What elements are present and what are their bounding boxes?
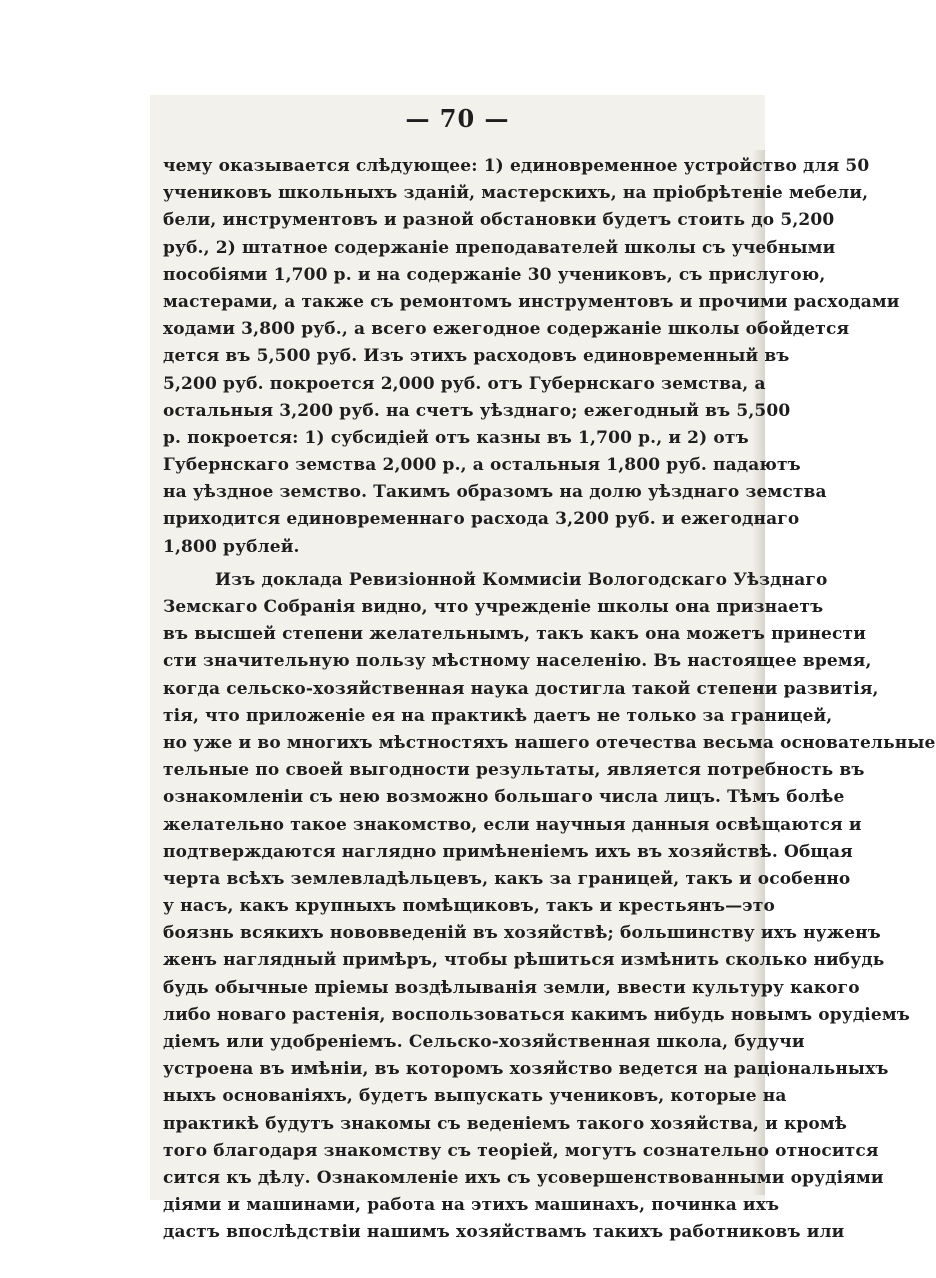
text-line: 1,800 рублей. [163, 536, 300, 557]
text-line: практикѣ будутъ знакомы съ веденіемъ такого хозяйства, и кромѣ [163, 1113, 847, 1134]
text-line: Губернскаго земства 2,000 р., а остальныя 1,800 руб. падаютъ [163, 455, 801, 476]
text-line: дется въ 5,500 руб. Изъ этихъ расходовъ единовременный въ [163, 346, 790, 367]
text-line: сти значительную пользу мѣстному населенію. Въ настоящее время, [163, 651, 872, 672]
text-line: въ высшей степени желательнымъ, такъ какъ она можетъ принести [163, 624, 866, 645]
text-line: ныхъ основаніяхъ, будетъ выпускать учениковъ, которые на [163, 1086, 787, 1107]
text-line: учениковъ школьныхъ зданій, мастерскихъ, на пріобрѣтеніе мебели, [163, 183, 869, 204]
text-line: Земскаго Собранія видно, что учрежденіе школы она признаетъ [163, 597, 824, 617]
text-line: тельные по своей выгодности результаты, является потребность въ [163, 760, 865, 781]
text-line: того благодаря знакомству съ теоріей, могутъ сознательно относится [163, 1140, 879, 1161]
text-line: остальныя 3,200 руб. на счетъ уѣзднаго; ежегодный въ 5,500 [163, 400, 791, 421]
text-line: будь обычные пріемы воздѣлыванія земли, ввести культуру какого [163, 977, 860, 998]
text-line: Изъ доклада Ревизіонной Коммисіи Вологодскаго Уѣзднаго [215, 569, 828, 590]
text-line: желательно такое знакомство, если научныя данныя освѣщаются и [163, 814, 862, 835]
text-line: либо новаго растенія, воспользоваться какимъ нибудь новымъ орудіемъ [163, 1004, 910, 1025]
text-line: чему оказывается слѣдующее: 1) единовременное устройство для 50 [163, 156, 870, 176]
text-line: руб., 2) штатное содержаніе преподавателей школы съ учебными [163, 237, 836, 258]
text-line: р. покроется: 1) субсидіей отъ казны въ 1,700 р., и 2) отъ [163, 427, 749, 448]
text-line: подтверждаются наглядно примѣненіемъ ихъ въ хозяйствѣ. Общая [163, 841, 853, 862]
text-line: черта всѣхъ землевладѣльцевъ, какъ за границей, такъ и особенно [163, 868, 851, 889]
text-line: діемъ или удобреніемъ. Сельско-хозяйственная школа, будучи [163, 1032, 805, 1052]
text-line: бели, инструментовъ и разной обстановки будетъ стоить до 5,200 [163, 210, 835, 231]
paragraph-2 [163, 567, 936, 1247]
text-line: когда сельско-хозяйственная наука достигла такой степени развитія, [163, 678, 879, 699]
page-number: — 70 — [405, 104, 510, 133]
text-line: боязнь всякихъ нововведеній въ хозяйствѣ; большинству ихъ нуженъ [163, 923, 881, 944]
text-line: ходами 3,800 руб., а всего ежегодное содержаніе школы обойдется [163, 319, 850, 340]
text-line: женъ наглядный примѣръ, чтобы рѣшиться измѣнить сколько нибудь [163, 950, 885, 971]
text-line: на уѣздное земство. Такимъ образомъ на долю уѣзднаго земства [163, 482, 827, 503]
text-line: у насъ, какъ крупныхъ помѣщиковъ, такъ и крестьянъ—это [163, 896, 775, 917]
text-line: дастъ впослѣдствіи нашимъ хозяйствамъ такихъ работниковъ или [163, 1222, 845, 1243]
text-line: сится къ дѣлу. Ознакомленіе ихъ съ усовершенствованными орудіями [163, 1167, 884, 1188]
text-line: тія, что приложеніе ея на практикѣ даетъ не только за границей, [163, 705, 833, 726]
body-text [163, 153, 936, 1247]
text-line: устроена въ имѣніи, въ которомъ хозяйство ведется на раціональныхъ [163, 1059, 889, 1080]
text-line: пособіями 1,700 р. и на содержаніе 30 учениковъ, съ прислугою, [163, 264, 826, 285]
text-line: мастерами, а также съ ремонтомъ инструментовъ и прочими расходами [163, 291, 900, 312]
text-line: но уже и во многихъ мѣстностяхъ нашего отечества весьма основательные [163, 732, 936, 753]
paragraph-1 [163, 153, 900, 561]
text-line: 5,200 руб. покроется 2,000 руб. отъ Губернскаго земства, а [163, 373, 766, 394]
text-line: ознакомленіи съ нею возможно большаго числа лицъ. Тѣмъ болѣе [163, 787, 845, 808]
text-line: приходится единовременнаго расхода 3,200 руб. и ежегоднаго [163, 509, 800, 530]
text-line: діями и машинами, работа на этихъ машинахъ, починка ихъ [163, 1195, 780, 1216]
